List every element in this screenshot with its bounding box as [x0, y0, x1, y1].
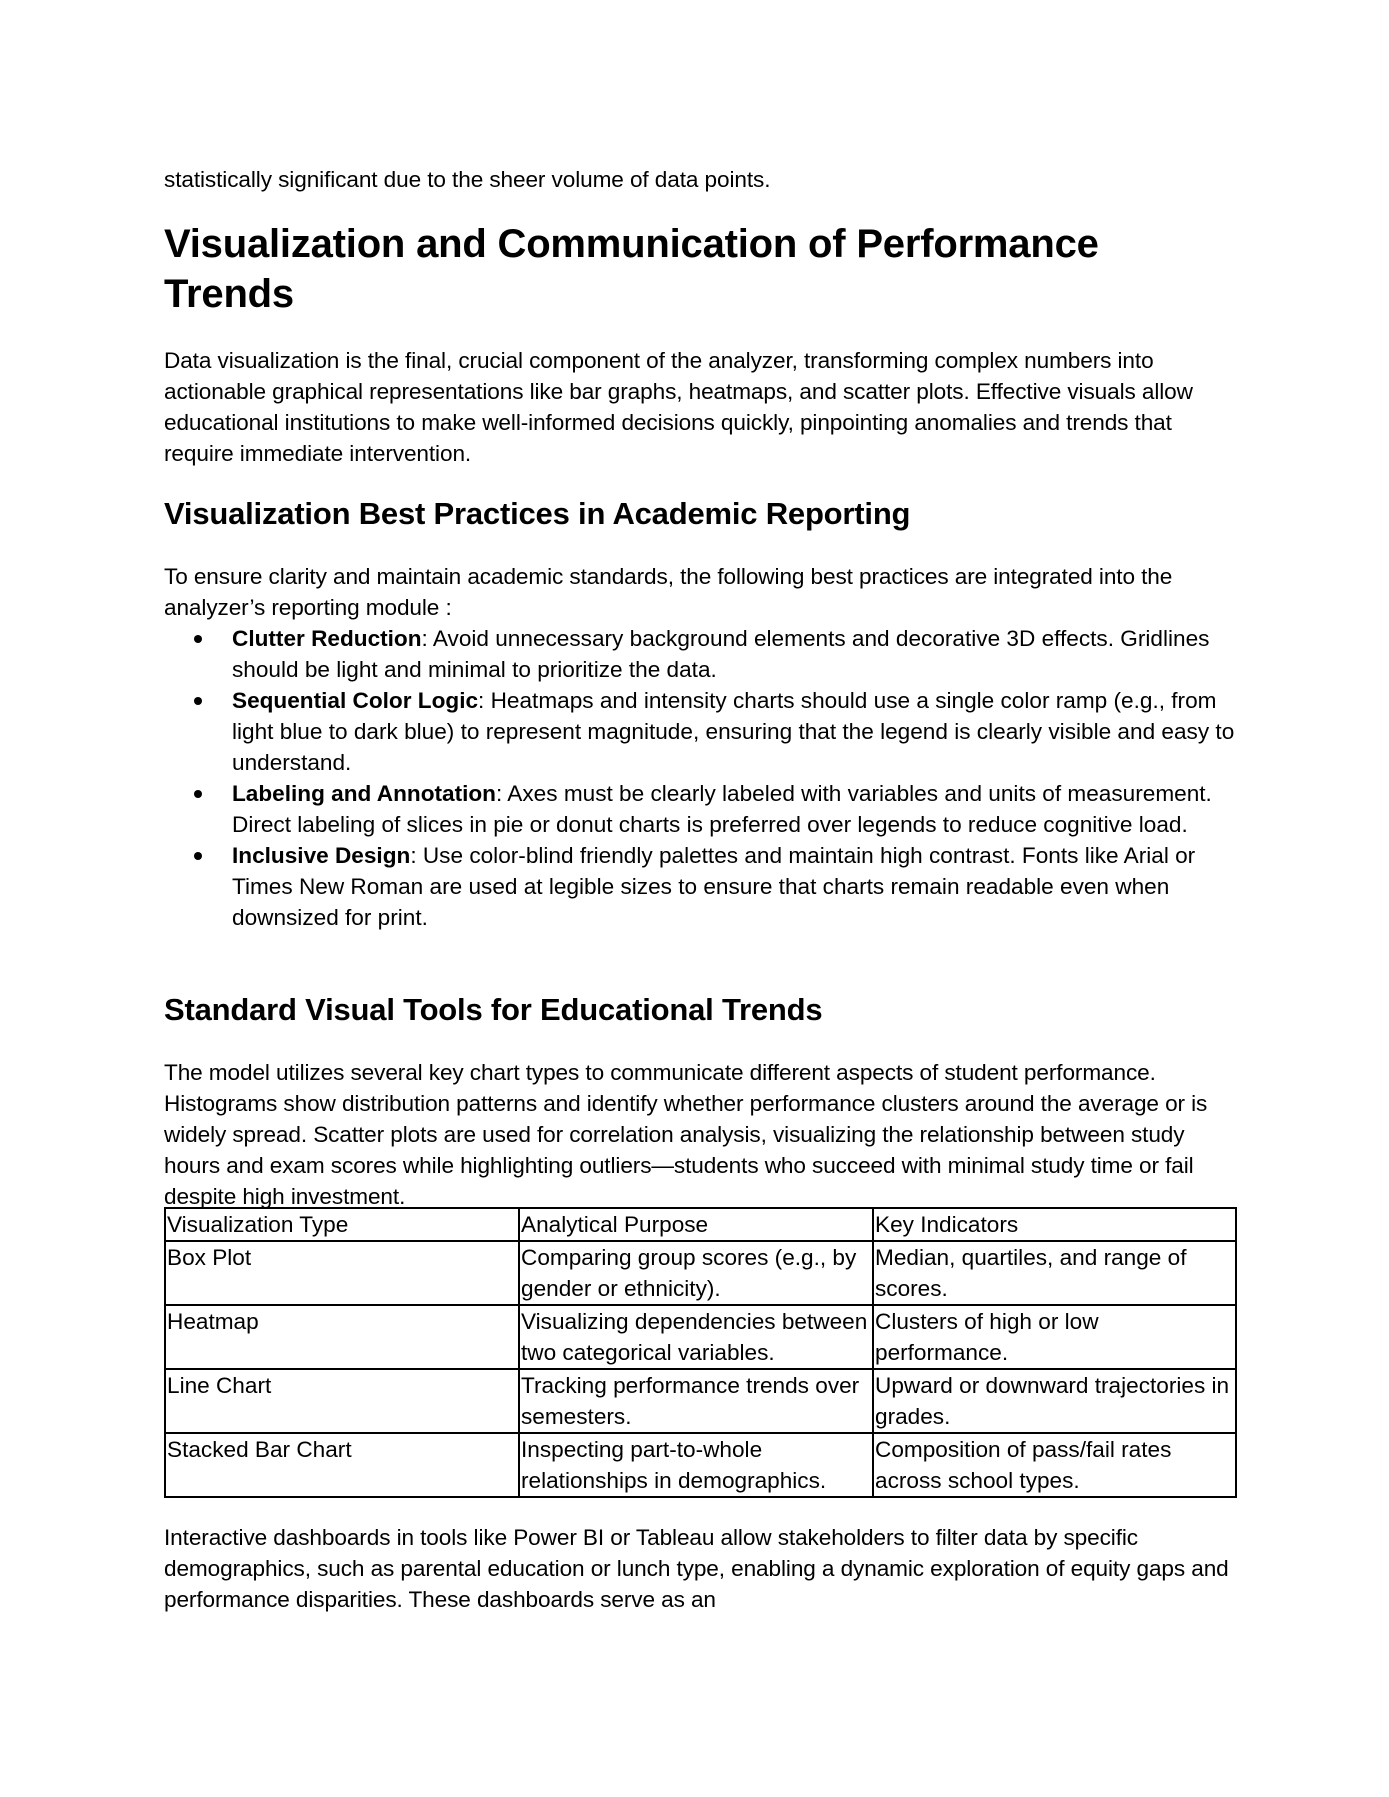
list-item-text: : Axes must be clearly labeled with variables and units of measurement. Direct labeling of slices in pie or donut charts is preferred over legends to reduce cognitive load.	[232, 781, 1212, 837]
intro-line: statistically significant due to the sheer volume of data points.	[164, 167, 771, 192]
table-header-row	[165, 1208, 1236, 1241]
list-item-term: Inclusive Design	[232, 843, 411, 868]
visual-tools-paragraph: The model utilizes several key chart types to communicate different aspects of student performance. Histograms show distribution patterns and identify whether performance clusters around the average or is widely spread. Scatter plots are used for correlation analysis, visualizing the relationship between study hours and exam scores while highlighting outliers—students who succeed with minimal study time or fail despite high investment.	[164, 1060, 1208, 1209]
table-cell: Visualizing dependencies between two categorical variables.	[519, 1305, 873, 1369]
table-row	[165, 1241, 1236, 1305]
list-item-text: : Use color-blind friendly palettes and maintain high contrast. Fonts like Arial or Times New Roman are used at legible sizes to ensure that charts remain readable even when downsized for print.	[232, 843, 1196, 930]
list-item	[164, 685, 1239, 778]
bullet-icon	[194, 635, 202, 643]
table-header-cell: Visualization Type	[165, 1208, 519, 1241]
table-row	[165, 1369, 1236, 1433]
table-cell: Inspecting part-to-whole relationships in demographics.	[519, 1433, 873, 1497]
best-practices-heading: Visualization Best Practices in Academic Reporting	[164, 496, 911, 531]
list-item-term: Sequential Color Logic	[232, 688, 479, 713]
closing-paragraph: Interactive dashboards in tools like Power BI or Tableau allow stakeholders to filter data by specific demographics, such as parental education or lunch type, enabling a dynamic exploration of equity gaps and performance disparities. These dashboards serve as an	[164, 1525, 1229, 1612]
table-cell: Upward or downward trajectories in grades.	[873, 1369, 1236, 1433]
table-row	[165, 1305, 1236, 1369]
table-cell: Median, quartiles, and range of scores.	[873, 1241, 1236, 1305]
visual-tools-heading: Standard Visual Tools for Educational Trends	[164, 992, 823, 1027]
table-cell: Comparing group scores (e.g., by gender or ethnicity).	[519, 1241, 873, 1305]
bullet-icon	[194, 697, 202, 705]
table-cell: Line Chart	[165, 1369, 519, 1433]
list-item-term: Clutter Reduction	[232, 626, 422, 651]
list-item	[164, 840, 1239, 933]
table-header-cell: Analytical Purpose	[519, 1208, 873, 1241]
bullet-icon	[194, 790, 202, 798]
section-paragraph: Data visualization is the final, crucial component of the analyzer, transforming complex numbers into actionable graphical representations like bar graphs, heatmaps, and scatter plots. Effective visuals allow educational institutions to make well-informed decisions quickly, pinpointing anomalies and trends that require immediate intervention.	[164, 348, 1193, 466]
best-practices-intro: To ensure clarity and maintain academic standards, the following best practices are integrated into the analyzer’s reporting module :	[164, 564, 1173, 620]
list-item	[164, 623, 1239, 685]
table-cell: Stacked Bar Chart	[165, 1433, 519, 1497]
table-cell: Heatmap	[165, 1305, 519, 1369]
list-item-text: : Heatmaps and intensity charts should use a single color ramp (e.g., from light blue to dark blue) to represent magnitude, ensuring that the legend is clearly visible and easy to understand.	[232, 688, 1235, 775]
list-item-text: : Avoid unnecessary background elements and decorative 3D effects. Gridlines should be light and minimal to prioritize the data.	[232, 626, 1210, 682]
section-title: Visualization and Communication of Performance Trends	[164, 222, 1099, 316]
table-cell: Tracking performance trends over semesters.	[519, 1369, 873, 1433]
table-cell: Box Plot	[165, 1241, 519, 1305]
table-cell: Composition of pass/fail rates across school types.	[873, 1433, 1236, 1497]
list-item-term: Labeling and Annotation	[232, 781, 496, 806]
best-practices-list	[164, 623, 1239, 933]
table-cell: Clusters of high or low performance.	[873, 1305, 1236, 1369]
list-item	[164, 778, 1239, 840]
bullet-icon	[194, 852, 202, 860]
table-header-cell: Key Indicators	[873, 1208, 1236, 1241]
visualization-table	[164, 1207, 1237, 1498]
table-row	[165, 1433, 1236, 1497]
